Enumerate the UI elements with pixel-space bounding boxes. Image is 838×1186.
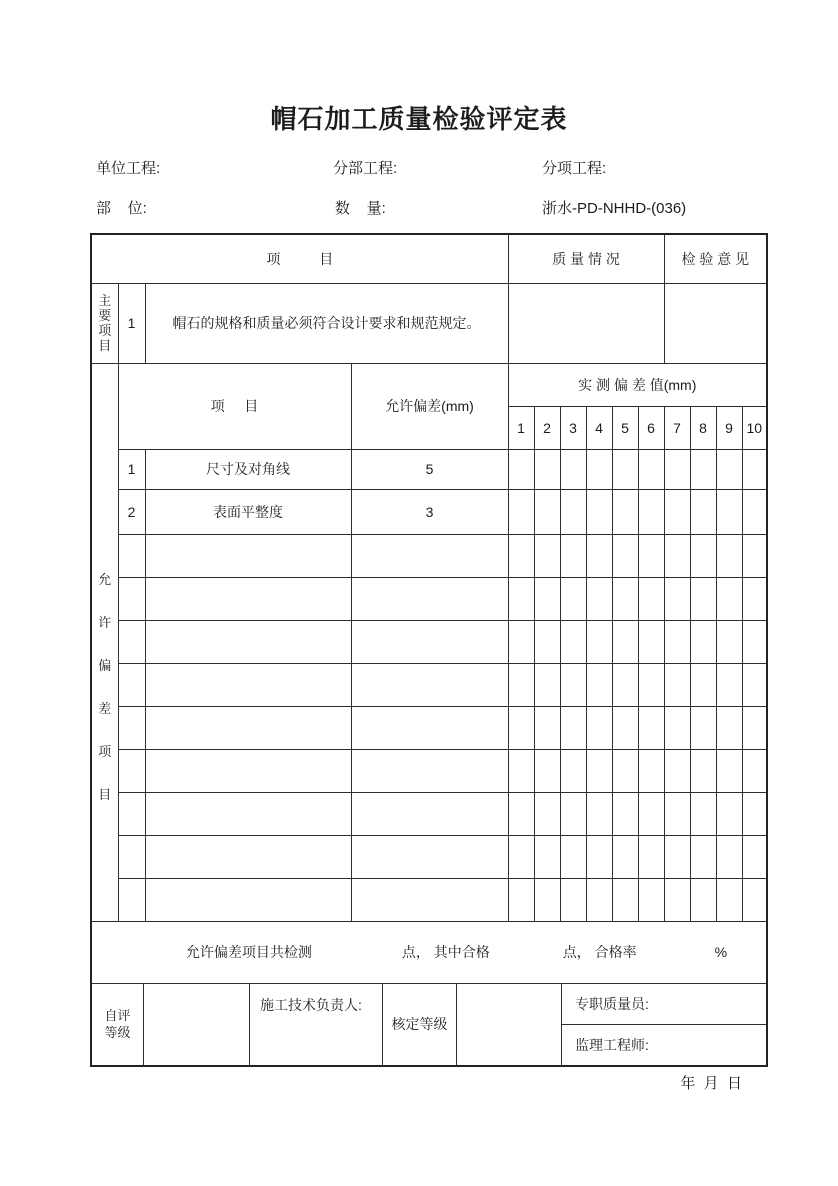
deviation-row-number [118, 792, 145, 835]
deviation-section-label [91, 363, 118, 921]
point-number-cell: 8 [690, 406, 716, 449]
point-number-cell: 6 [638, 406, 664, 449]
measured-value-cell [586, 749, 612, 792]
measured-value-cell [664, 489, 690, 534]
footer-cell [91, 983, 767, 1066]
deviation-row-number [118, 663, 145, 706]
measured-value-cell [534, 706, 560, 749]
measured-value-cell [638, 878, 664, 921]
measured-value-cell [560, 489, 586, 534]
deviation-row-name [145, 620, 351, 663]
measured-value-cell [508, 449, 534, 489]
empty-deviation-row [91, 749, 767, 792]
measured-value-cell [508, 749, 534, 792]
point-number-cell: 10 [742, 406, 767, 449]
deviation-header-measured: 实 测 偏 差 值(mm) [508, 363, 767, 406]
measured-value-cell [690, 489, 716, 534]
measured-value-cell [612, 534, 638, 577]
measured-value-cell [690, 792, 716, 835]
measured-value-cell [534, 489, 560, 534]
deviation-row-name [145, 792, 351, 835]
deviation-row-number [118, 835, 145, 878]
measured-value-cell [560, 706, 586, 749]
empty-deviation-row [91, 577, 767, 620]
deviation-row-number: 1 [118, 449, 145, 489]
measured-value-cell [508, 706, 534, 749]
measured-value-cell [508, 534, 534, 577]
point-number-cell: 1 [508, 406, 534, 449]
measured-value-cell [690, 749, 716, 792]
summary-pass-rate-label: 点， 合格率 [562, 944, 637, 960]
meta-form-code: 浙水-PD-NHHD-(036) [542, 200, 687, 217]
header-inspection-opinion: 检 验 意 见 [664, 234, 767, 283]
deviation-row-number [118, 706, 145, 749]
deviation-row-allowed: 3 [351, 489, 508, 534]
measured-value-cell [612, 835, 638, 878]
measured-value-cell [742, 489, 767, 534]
form-title: 帽石加工质量检验评定表 [270, 104, 568, 134]
measured-value-cell [638, 620, 664, 663]
deviation-row-name [145, 534, 351, 577]
deviation-row-allowed [351, 749, 508, 792]
deviation-row-number: 2 [118, 489, 145, 534]
measured-value-cell [742, 835, 767, 878]
deviation-row-allowed [351, 706, 508, 749]
empty-deviation-row [91, 835, 767, 878]
meta-quantity-label: 数 量: [335, 200, 386, 217]
deviation-header-row [91, 363, 767, 406]
measured-value-cell [742, 449, 767, 489]
measured-value-cell [716, 749, 742, 792]
measured-value-cell [560, 577, 586, 620]
measured-value-cell [690, 534, 716, 577]
measured-value-cell [560, 835, 586, 878]
measured-value-cell [664, 792, 690, 835]
self-grade-value-cell [144, 984, 250, 1065]
tech-lead-label: 施工技术负责人: [250, 984, 383, 1065]
deviation-header-item: 项 目 [118, 363, 351, 449]
deviation-row-number [118, 577, 145, 620]
deviation-row-allowed [351, 835, 508, 878]
measured-value-cell [742, 706, 767, 749]
measured-value-cell [716, 706, 742, 749]
measured-value-cell [586, 878, 612, 921]
main-item-row [91, 283, 767, 363]
measured-value-cell [560, 663, 586, 706]
point-number-cell: 9 [716, 406, 742, 449]
measured-value-cell [638, 449, 664, 489]
signature-cells [562, 984, 766, 1065]
deviation-row [91, 449, 767, 489]
measured-value-cell [612, 620, 638, 663]
main-item-text: 帽石的规格和质量必须符合设计要求和规范规定。 [145, 283, 508, 363]
deviation-header-allowed: 允许偏差(mm) [351, 363, 508, 449]
summary-row [91, 921, 767, 983]
measured-value-cell [586, 534, 612, 577]
measured-value-cell [534, 749, 560, 792]
measured-value-cell [612, 792, 638, 835]
measured-value-cell [508, 489, 534, 534]
measured-value-cell [534, 878, 560, 921]
main-quality-status-cell [508, 283, 664, 363]
summary-percent-sign: % [714, 944, 728, 960]
verify-grade-label: 核定等级 [383, 984, 457, 1065]
deviation-row-allowed [351, 792, 508, 835]
summary-checked-label: 允许偏差项目共检测 [185, 944, 312, 960]
deviation-section-label-text: 允许偏差项目 [98, 572, 112, 802]
deviation-row [91, 489, 767, 534]
deviation-row-allowed [351, 534, 508, 577]
measured-value-cell [716, 489, 742, 534]
measured-value-cell [612, 663, 638, 706]
measured-value-cell [612, 489, 638, 534]
deviation-row-allowed [351, 663, 508, 706]
measured-value-cell [716, 663, 742, 706]
point-number-cell: 7 [664, 406, 690, 449]
measured-value-cell [716, 449, 742, 489]
measured-value-cell [560, 534, 586, 577]
deviation-row-name [145, 835, 351, 878]
measured-value-cell [560, 792, 586, 835]
measured-value-cell [664, 620, 690, 663]
empty-deviation-row [91, 792, 767, 835]
deviation-row-number [118, 749, 145, 792]
self-grade-label-cell [92, 984, 144, 1065]
summary-cell [91, 921, 767, 983]
empty-deviation-row [91, 620, 767, 663]
inspection-table [90, 233, 768, 1067]
measured-value-cell [742, 878, 767, 921]
measured-value-cell [716, 620, 742, 663]
empty-deviation-row [91, 878, 767, 921]
main-section-label [91, 283, 118, 363]
self-grade-label: 自评等级 [104, 1008, 131, 1040]
summary-qualified-label: 点， 其中合格 [401, 944, 490, 960]
measured-value-cell [716, 792, 742, 835]
measured-value-cell [690, 620, 716, 663]
measured-value-cell [586, 663, 612, 706]
measured-value-cell [508, 835, 534, 878]
deviation-row-name [145, 577, 351, 620]
measured-value-cell [638, 792, 664, 835]
deviation-row-number [118, 878, 145, 921]
empty-deviation-row [91, 534, 767, 577]
measured-value-cell [664, 663, 690, 706]
measured-value-cell [612, 449, 638, 489]
measured-value-cell [612, 749, 638, 792]
deviation-row-name [145, 706, 351, 749]
header-quality-status: 质 量 情 况 [508, 234, 664, 283]
meta-item-project-label: 分项工程: [542, 160, 607, 177]
measured-value-cell [508, 792, 534, 835]
measured-value-cell [690, 878, 716, 921]
supervisor-label: 监理工程师: [575, 1036, 649, 1053]
measured-value-cell [586, 489, 612, 534]
measured-value-cell [612, 878, 638, 921]
measured-value-cell [664, 706, 690, 749]
measured-value-cell [560, 749, 586, 792]
measured-value-cell [638, 489, 664, 534]
measured-value-cell [716, 835, 742, 878]
deviation-row-name [145, 878, 351, 921]
measured-value-cell [534, 449, 560, 489]
table-header-row [91, 234, 767, 283]
deviation-row-name: 表面平整度 [145, 489, 351, 534]
main-inspection-opinion-cell [664, 283, 767, 363]
measured-value-cell [664, 449, 690, 489]
measured-value-cell [664, 878, 690, 921]
deviation-row-name: 尺寸及对角线 [145, 449, 351, 489]
date-line: 年 月 日 [680, 1075, 742, 1092]
deviation-row-allowed [351, 620, 508, 663]
measured-value-cell [742, 577, 767, 620]
measured-value-cell [742, 663, 767, 706]
empty-deviation-row [91, 706, 767, 749]
measured-value-cell [690, 663, 716, 706]
measured-value-cell [586, 449, 612, 489]
measured-value-cell [612, 706, 638, 749]
measured-value-cell [742, 620, 767, 663]
measured-value-cell [638, 749, 664, 792]
measured-value-cell [742, 792, 767, 835]
measured-value-cell [664, 577, 690, 620]
measured-value-cell [586, 792, 612, 835]
point-number-cell: 5 [612, 406, 638, 449]
measured-value-cell [612, 577, 638, 620]
measured-value-cell [508, 620, 534, 663]
measured-value-cell [534, 577, 560, 620]
measured-value-cell [508, 663, 534, 706]
deviation-row-allowed [351, 878, 508, 921]
deviation-row-allowed [351, 577, 508, 620]
measured-value-cell [742, 749, 767, 792]
verify-grade-value-cell [457, 984, 562, 1065]
meta-location-label: 部 位: [96, 200, 147, 217]
measured-value-cell [560, 449, 586, 489]
measured-value-cell [742, 534, 767, 577]
deviation-row-name [145, 749, 351, 792]
measured-value-cell [560, 620, 586, 663]
measured-value-cell [534, 663, 560, 706]
meta-unit-project-label: 单位工程: [96, 160, 161, 177]
measured-value-cell [690, 706, 716, 749]
point-number-cell: 4 [586, 406, 612, 449]
measured-value-cell [690, 835, 716, 878]
measured-value-cell [534, 620, 560, 663]
measured-value-cell [690, 449, 716, 489]
measured-value-cell [534, 792, 560, 835]
measured-value-cell [716, 534, 742, 577]
main-section-label-text: 主要项目 [98, 293, 112, 353]
deviation-row-allowed: 5 [351, 449, 508, 489]
main-item-number: 1 [118, 283, 145, 363]
measured-value-cell [560, 878, 586, 921]
measured-value-cell [586, 835, 612, 878]
deviation-row-number [118, 534, 145, 577]
header-item: 项 目 [91, 234, 508, 283]
measured-value-cell [664, 534, 690, 577]
measured-value-cell [638, 706, 664, 749]
footer-row [91, 983, 767, 1066]
measured-value-cell [664, 835, 690, 878]
measured-value-cell [586, 706, 612, 749]
measured-value-cell [508, 577, 534, 620]
measured-value-cell [638, 835, 664, 878]
deviation-row-number [118, 620, 145, 663]
measured-value-cell [664, 749, 690, 792]
measured-value-cell [716, 878, 742, 921]
measured-value-cell [638, 663, 664, 706]
meta-division-project-label: 分部工程: [333, 160, 398, 177]
deviation-row-name [145, 663, 351, 706]
point-number-cell: 2 [534, 406, 560, 449]
measured-value-cell [508, 878, 534, 921]
measured-value-cell [586, 620, 612, 663]
measured-value-cell [534, 835, 560, 878]
point-number-cell: 3 [560, 406, 586, 449]
empty-deviation-row [91, 663, 767, 706]
measured-value-cell [716, 577, 742, 620]
measured-value-cell [638, 534, 664, 577]
quality-officer-label: 专职质量员: [562, 984, 766, 1025]
measured-value-cell [586, 577, 612, 620]
measured-value-cell [638, 577, 664, 620]
measured-value-cell [690, 577, 716, 620]
measured-value-cell [534, 534, 560, 577]
